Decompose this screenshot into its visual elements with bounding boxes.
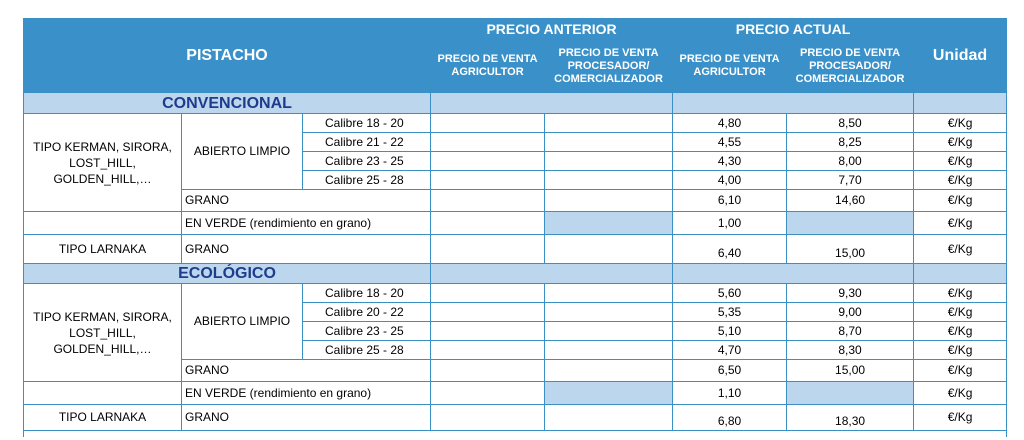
farmer-price: 5,35 xyxy=(673,303,787,322)
unit-value: €/Kg xyxy=(914,114,1007,133)
farmer-price: 4,00 xyxy=(673,171,787,190)
processor-price: 18,30 xyxy=(787,405,914,431)
verde-label: EN VERDE (rendimiento en grano) xyxy=(182,382,431,405)
calibre-label: Calibre 20 - 22 xyxy=(303,303,431,322)
curr-processor-header: PRECIO DE VENTA PROCESADOR/ COMERCIALIZADOR xyxy=(787,40,914,93)
product-header: PISTACHO xyxy=(24,19,431,93)
grano-label: GRANO xyxy=(182,360,431,382)
grano-label: GRANO xyxy=(182,190,431,212)
larnaka-label: TIPO LARNAKA xyxy=(24,405,182,431)
farmer-price: 4,55 xyxy=(673,133,787,152)
verde-label: EN VERDE (rendimiento en grano) xyxy=(182,212,431,235)
processor-price: 8,30 xyxy=(787,341,914,360)
farmer-price: 5,60 xyxy=(673,284,787,303)
previous-price-header: PRECIO ANTERIOR xyxy=(431,19,673,40)
unit-value: €/Kg xyxy=(914,133,1007,152)
unit-value: €/Kg xyxy=(914,341,1007,360)
price-table-container xyxy=(23,18,1006,437)
farmer-price: 1,00 xyxy=(673,212,787,235)
processor-price: 15,00 xyxy=(787,235,914,264)
table-row xyxy=(24,382,1007,405)
variety-label: TIPO KERMAN, SIRORA, LOST_HILL, GOLDEN_HILL,… xyxy=(24,114,182,212)
farmer-price: 4,80 xyxy=(673,114,787,133)
processor-price: 7,70 xyxy=(787,171,914,190)
table-row xyxy=(24,405,1007,431)
table-row xyxy=(24,284,1007,303)
variety-label: TIPO KERMAN, SIRORA, LOST_HILL, GOLDEN_HILL,… xyxy=(24,284,182,382)
unit-value: €/Kg xyxy=(914,152,1007,171)
processor-price: 8,50 xyxy=(787,114,914,133)
unit-value: €/Kg xyxy=(914,303,1007,322)
calibre-label: Calibre 25 - 28 xyxy=(303,171,431,190)
unit-value: €/Kg xyxy=(914,360,1007,382)
unit-value: €/Kg xyxy=(914,382,1007,405)
farmer-price: 6,50 xyxy=(673,360,787,382)
pistachio-price-table xyxy=(23,18,1007,437)
current-price-header: PRECIO ACTUAL xyxy=(673,19,914,40)
calibre-label: Calibre 23 - 25 xyxy=(303,152,431,171)
abierto-label: ABIERTO LIMPIO xyxy=(182,114,303,190)
calibre-label: Calibre 21 - 22 xyxy=(303,133,431,152)
processor-price: 8,25 xyxy=(787,133,914,152)
unit-value: €/Kg xyxy=(914,322,1007,341)
farmer-price: 6,10 xyxy=(673,190,787,212)
farmer-price: 6,80 xyxy=(673,405,787,431)
prev-processor-header: PRECIO DE VENTA PROCESADOR/ COMERCIALIZADOR xyxy=(545,40,673,93)
unit-value: €/Kg xyxy=(914,284,1007,303)
table-row xyxy=(24,235,1007,264)
farmer-price: 5,10 xyxy=(673,322,787,341)
abierto-label: ABIERTO LIMPIO xyxy=(182,284,303,360)
processor-price: 9,30 xyxy=(787,284,914,303)
farmer-price: 4,30 xyxy=(673,152,787,171)
table-row xyxy=(24,114,1007,133)
table-row xyxy=(24,212,1007,235)
prev-farmer-header: PRECIO DE VENTA AGRICULTOR xyxy=(431,40,545,93)
larnaka-sub-label: GRANO xyxy=(182,235,431,264)
processor-price: 8,70 xyxy=(787,322,914,341)
calibre-label: Calibre 18 - 20 xyxy=(303,284,431,303)
larnaka-sub-label: GRANO xyxy=(182,405,431,431)
farmer-price: 4,70 xyxy=(673,341,787,360)
unit-value: €/Kg xyxy=(914,212,1007,235)
section-title-ecologico: ECOLÓGICO xyxy=(24,264,431,284)
processor-price: 14,60 xyxy=(787,190,914,212)
curr-farmer-header: PRECIO DE VENTA AGRICULTOR xyxy=(673,40,787,93)
farmer-price: 1,10 xyxy=(673,382,787,405)
calibre-label: Calibre 25 - 28 xyxy=(303,341,431,360)
processor-price: 8,00 xyxy=(787,152,914,171)
unit-header: Unidad xyxy=(914,19,1007,93)
unit-value: €/Kg xyxy=(914,171,1007,190)
unit-value: €/Kg xyxy=(914,405,1007,431)
processor-price: 9,00 xyxy=(787,303,914,322)
section-title-convencional: CONVENCIONAL xyxy=(24,93,431,114)
unit-value: €/Kg xyxy=(914,190,1007,212)
calibre-label: Calibre 23 - 25 xyxy=(303,322,431,341)
unit-value: €/Kg xyxy=(914,235,1007,264)
calibre-label: Calibre 18 - 20 xyxy=(303,114,431,133)
farmer-price: 6,40 xyxy=(673,235,787,264)
larnaka-label: TIPO LARNAKA xyxy=(24,235,182,264)
processor-price: 15,00 xyxy=(787,360,914,382)
